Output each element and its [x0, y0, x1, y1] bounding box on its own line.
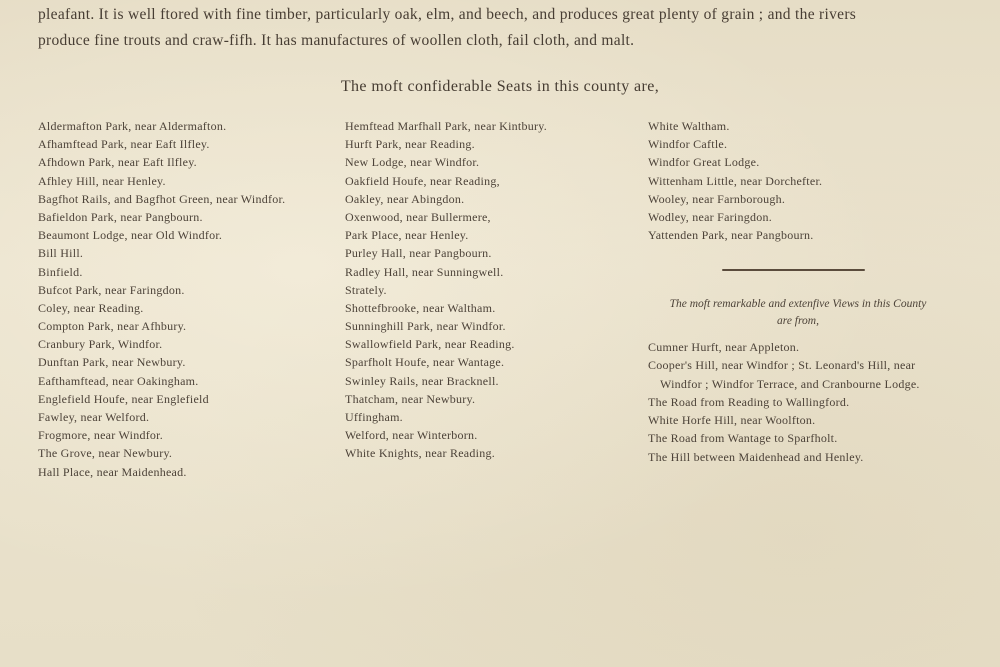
seat-entry: Oxenwood, near Bullermere, — [345, 209, 491, 224]
seats-column-3 — [648, 117, 822, 244]
seat-entry: The Grove, near Newbury. — [38, 446, 173, 461]
seat-entry: Shottefbrooke, near Waltham. — [345, 300, 496, 315]
section-divider — [722, 269, 865, 271]
seat-entry: Park Place, near Henley. — [345, 228, 469, 243]
seat-entry: Wodley, near Faringdon. — [648, 209, 772, 224]
view-entry: Cumner Hurft, near Appleton. — [648, 340, 800, 354]
seat-entry: Cranbury Park, Windfor. — [38, 337, 163, 352]
seat-entry: Beaumont Lodge, near Old Windfor. — [38, 228, 223, 243]
seat-entry: Hall Place, near Maidenhead. — [38, 464, 187, 479]
seat-entry: New Lodge, near Windfor. — [345, 155, 480, 170]
seat-entry: White Waltham. — [648, 119, 730, 133]
seat-entry: Englefield Houfe, near Englefield — [38, 391, 209, 406]
seat-entry: Thatcham, near Newbury. — [345, 391, 476, 406]
seat-entry: Welford, near Winterborn. — [345, 428, 478, 443]
intro-line: pleafant. It is well ftored with fine timber, particularly oak, elm, and beech, and produces great plenty of grain ; and the rivers — [38, 6, 857, 23]
seat-entry: Oakley, near Abingdon. — [345, 191, 465, 206]
intro-line: produce fine trouts and craw-fifh. It has manufactures of woollen cloth, fail cloth, and malt. — [38, 32, 635, 49]
seat-entry: Afhley Hill, near Henley. — [38, 173, 166, 188]
seats-column-1 — [38, 117, 285, 481]
views-heading — [648, 296, 948, 330]
views-heading-line: The moft remarkable and extenfive Views in this County — [669, 298, 927, 310]
seat-entry: Fawley, near Welford. — [38, 410, 150, 424]
seat-entry: Windfor Great Lodge. — [648, 155, 760, 170]
intro-paragraph — [38, 2, 968, 54]
seat-entry: Oakfield Houfe, near Reading, — [345, 173, 500, 188]
seats-heading: The moft confiderable Seats in this county are, — [340, 78, 660, 95]
seat-entry: Swallowfield Park, near Reading. — [345, 337, 515, 352]
seat-entry: Bagfhot Rails, and Bagfhot Green, near Windfor. — [38, 191, 286, 206]
seat-entry: Bill Hill. — [38, 246, 84, 261]
view-entry: The Road from Reading to Wallingford. — [648, 394, 850, 409]
seat-entry: Coley, near Reading. — [38, 300, 144, 315]
seat-entry: Windfor Caftle. — [648, 137, 728, 152]
seat-entry: Swinley Rails, near Bracknell. — [345, 373, 499, 388]
view-entry: The Hill between Maidenhead and Henley. — [648, 449, 864, 464]
seat-entry: Purley Hall, near Pangbourn. — [345, 246, 492, 261]
seat-entry: Afhdown Park, near Eaft Ilfley. — [38, 155, 197, 170]
seat-entry: Wittenham Little, near Dorchefter. — [648, 173, 823, 188]
seat-entry: Uffingham. — [345, 410, 403, 424]
seat-entry: Radley Hall, near Sunningwell. — [345, 264, 504, 279]
seat-entry: Binfield. — [38, 264, 83, 279]
seat-entry: Aldermafton Park, near Aldermafton. — [38, 119, 227, 133]
seat-entry: Bufcot Park, near Faringdon. — [38, 282, 185, 297]
seat-entry: Yattenden Park, near Pangbourn. — [648, 228, 814, 243]
seat-entry: Hurft Park, near Reading. — [345, 137, 475, 152]
seat-entry: Eafthamftead, near Oakingham. — [38, 373, 199, 388]
seats-column-2 — [345, 117, 547, 463]
seat-entry: Dunftan Park, near Newbury. — [38, 355, 186, 370]
view-entry-continuation: Windfor ; Windfor Terrace, and Cranbourne Lodge. — [660, 376, 920, 391]
seat-entry: Bafieldon Park, near Pangbourn. — [38, 209, 203, 224]
seat-entry: Wooley, near Farnborough. — [648, 191, 786, 206]
seat-entry: Sparfholt Houfe, near Wantage. — [345, 355, 505, 370]
views-list — [648, 338, 920, 466]
view-entry: The Road from Wantage to Sparfholt. — [648, 431, 838, 446]
seat-entry: Afhamftead Park, near Eaft Ilfley. — [38, 137, 210, 152]
seat-entry: Hemftead Marfhall Park, near Kintbury. — [345, 119, 547, 133]
view-entry: White Horfe Hill, near Woolfton. — [648, 413, 816, 428]
seat-entry: Strately. — [345, 282, 387, 297]
seat-entry: White Knights, near Reading. — [345, 446, 495, 461]
views-heading-line: are from, — [777, 315, 819, 327]
seat-entry: Frogmore, near Windfor. — [38, 428, 164, 443]
seat-entry: Sunninghill Park, near Windfor. — [345, 319, 506, 334]
seat-entry: Compton Park, near Afhbury. — [38, 319, 187, 334]
view-entry: Cooper's Hill, near Windfor ; St. Leonard's Hill, near — [648, 358, 916, 373]
